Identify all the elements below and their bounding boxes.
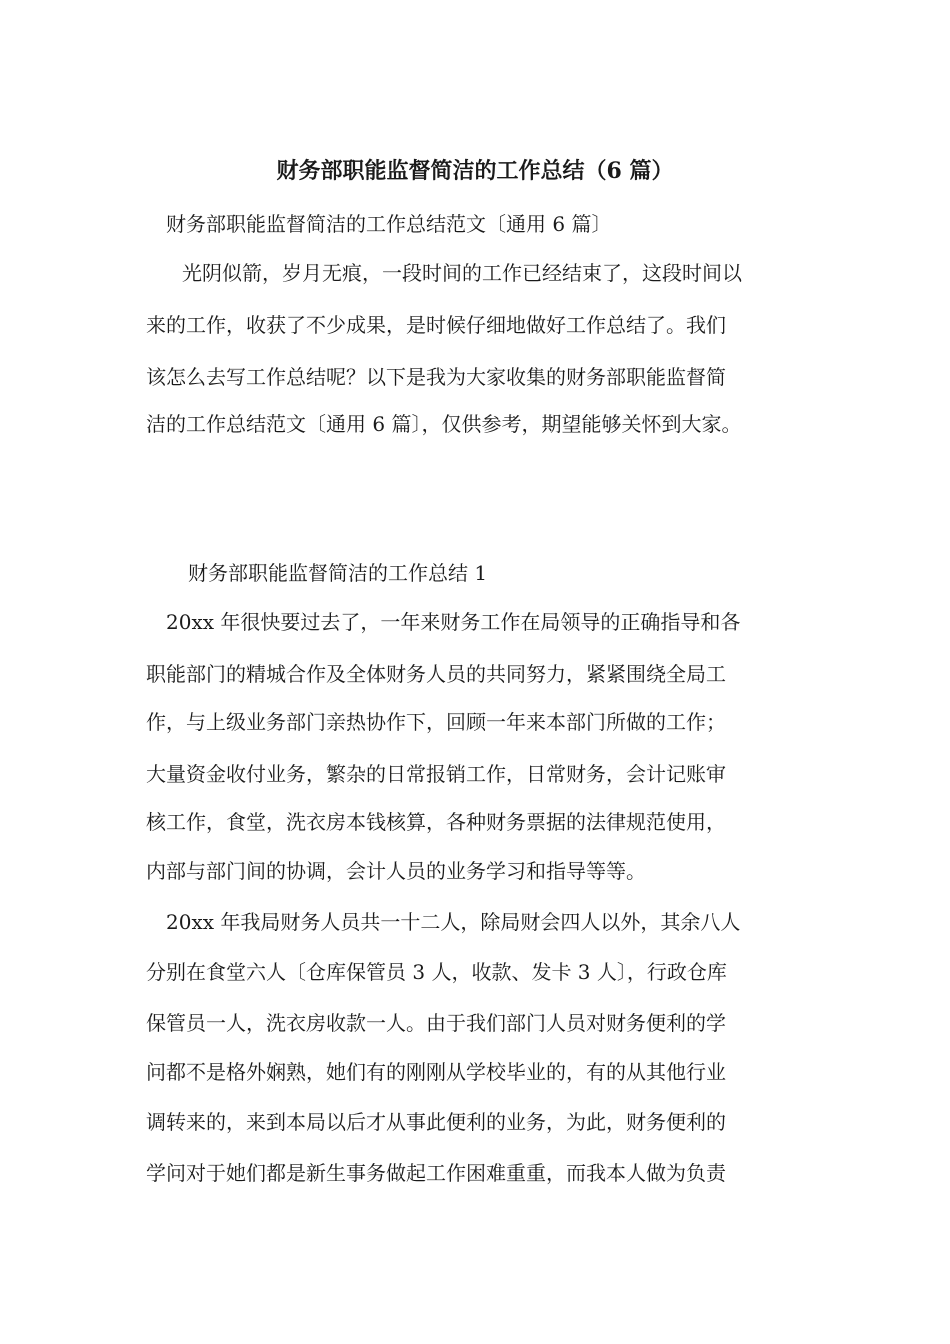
paragraph-line: 问都不是格外娴熟，她们有的刚刚从学校毕业的，有的从其他行业 (146, 1060, 726, 1084)
paragraph-line: 保管员一人，洗衣房收款一人。由于我们部门人员对财务便利的学 (146, 1011, 726, 1035)
paragraph-line: 内部与部门间的协调，会计人员的业务学习和指导等等。 (146, 859, 646, 883)
paragraph-line: 作，与上级业务部门亲热协作下，回顾一年来本部门所做的工作； (146, 710, 726, 734)
paragraph-line: 20xx 年我局财务人员共一十二人，除局财会四人以外，其余八人 (166, 910, 741, 934)
intro-line: 该怎么去写工作总结呢？以下是我为大家收集的财务部职能监督简 (146, 365, 726, 389)
document-title: 财务部职能监督简洁的工作总结（6 篇） (276, 158, 674, 184)
paragraph-line: 学问对于她们都是新生事务做起工作困难重重，而我本人做为负责 (146, 1161, 726, 1185)
section-heading: 财务部职能监督简洁的工作总结 1 (188, 561, 488, 585)
intro-line: 光阴似箭，岁月无痕，一段时间的工作已经结束了，这段时间以 (182, 261, 742, 285)
intro-line: 来的工作，收获了不少成果，是时候仔细地做好工作总结了。我们 (146, 313, 726, 337)
intro-line: 洁的工作总结范文〔通用 6 篇〕，仅供参考，期望能够关怀到大家。 (146, 412, 742, 436)
paragraph-line: 调转来的，来到本局以后才从事此便利的业务，为此，财务便利的 (146, 1110, 726, 1134)
paragraph-line: 20xx 年很快要过去了，一年来财务工作在局领导的正确指导和各 (166, 610, 741, 634)
paragraph-line: 职能部门的精城合作及全体财务人员的共同努力，紧紧围绕全局工 (146, 662, 726, 686)
document-subtitle: 财务部职能监督简洁的工作总结范文〔通用 6 篇〕 (166, 212, 612, 236)
paragraph-line: 大量资金收付业务，繁杂的日常报销工作，日常财务，会计记账审 (146, 762, 726, 786)
paragraph-line: 核工作，食堂，洗衣房本钱核算，各种财务票据的法律规范使用， (146, 810, 726, 834)
paragraph-line: 分别在食堂六人〔仓库保管员 3 人，收款、发卡 3 人〕，行政仓库 (146, 960, 727, 984)
